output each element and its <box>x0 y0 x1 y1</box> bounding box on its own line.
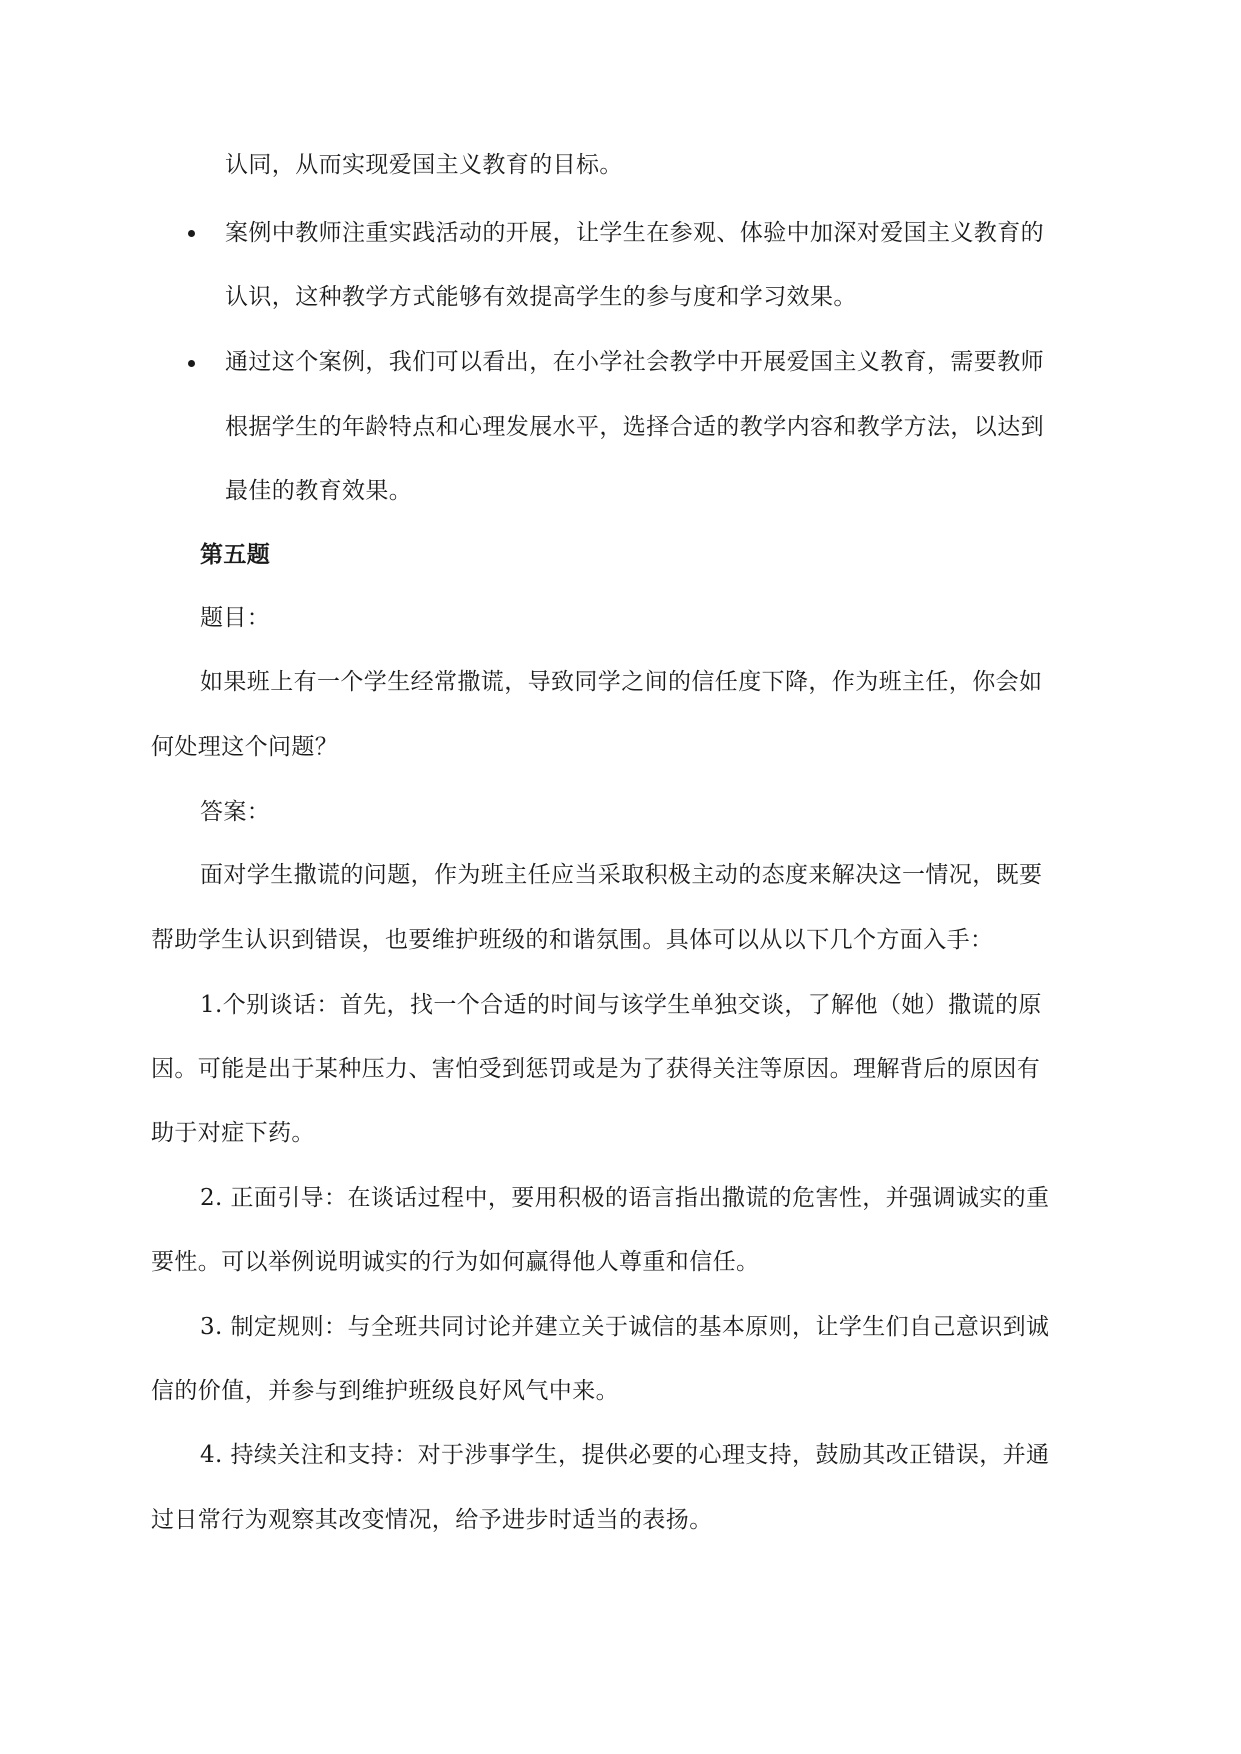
bullet-2-line-1: 案例中教师注重实践活动的开展，让学生在参观、体验中加深对爱国主义教育的 <box>225 220 1044 246</box>
point-2-line-1: 2. 正面引导：在谈话过程中，要用积极的语言指出撒谎的危害性，并强调诚实的重 <box>200 1185 1050 1211</box>
bullet-1-line-1: 认同，从而实现爱国主义教育的目标。 <box>225 152 623 178</box>
intro-line-1: 面对学生撒谎的问题，作为班主任应当采取积极主动的态度来解决这一情况，既要 <box>200 862 1043 888</box>
point-3-line-2: 信的价值，并参与到维护班级良好风气中来。 <box>151 1378 619 1404</box>
bullet-3-line-1: 通过这个案例，我们可以看出，在小学社会教学中开展爱国主义教育，需要教师 <box>225 349 1044 375</box>
answer-label: 答案： <box>200 799 271 825</box>
question-line-1: 如果班上有一个学生经常撒谎，导致同学之间的信任度下降，作为班主任，你会如 <box>200 669 1043 695</box>
question-label: 题目： <box>200 605 271 631</box>
point-2-line-2: 要性。可以举例说明诚实的行为如何赢得他人尊重和信任。 <box>151 1249 760 1275</box>
point-4-line-1: 4. 持续关注和支持：对于涉事学生，提供必要的心理支持，鼓励其改正错误，并通 <box>200 1442 1050 1468</box>
bullet-dot-icon <box>188 360 195 367</box>
question-line-2: 何处理这个问题？ <box>151 734 339 760</box>
point-1-line-1: 1.个别谈话：首先，找一个合适的时间与该学生单独交谈，了解他（她）撒谎的原 <box>200 992 1042 1018</box>
point-1-line-3: 助于对症下药。 <box>151 1120 315 1146</box>
point-4-line-2: 过日常行为观察其改变情况，给予进步时适当的表扬。 <box>151 1507 713 1533</box>
point-3-line-1: 3. 制定规则：与全班共同讨论并建立关于诚信的基本原则，让学生们自己意识到诚 <box>200 1314 1050 1340</box>
bullet-2-line-2: 认识，这种教学方式能够有效提高学生的参与度和学习效果。 <box>225 284 857 310</box>
bullet-3-line-2: 根据学生的年龄特点和心理发展水平，选择合适的教学内容和教学方法，以达到 <box>225 414 1044 440</box>
point-1-line-2: 因。可能是出于某种压力、害怕受到惩罚或是为了获得关注等原因。理解背后的原因有 <box>151 1056 1041 1082</box>
bullet-dot-icon <box>188 230 195 237</box>
section-title: 第五题 <box>200 541 271 568</box>
intro-line-2: 帮助学生认识到错误，也要维护班级的和谐氛围。具体可以从以下几个方面入手： <box>151 927 994 953</box>
bullet-3-line-3: 最佳的教育效果。 <box>225 478 413 504</box>
